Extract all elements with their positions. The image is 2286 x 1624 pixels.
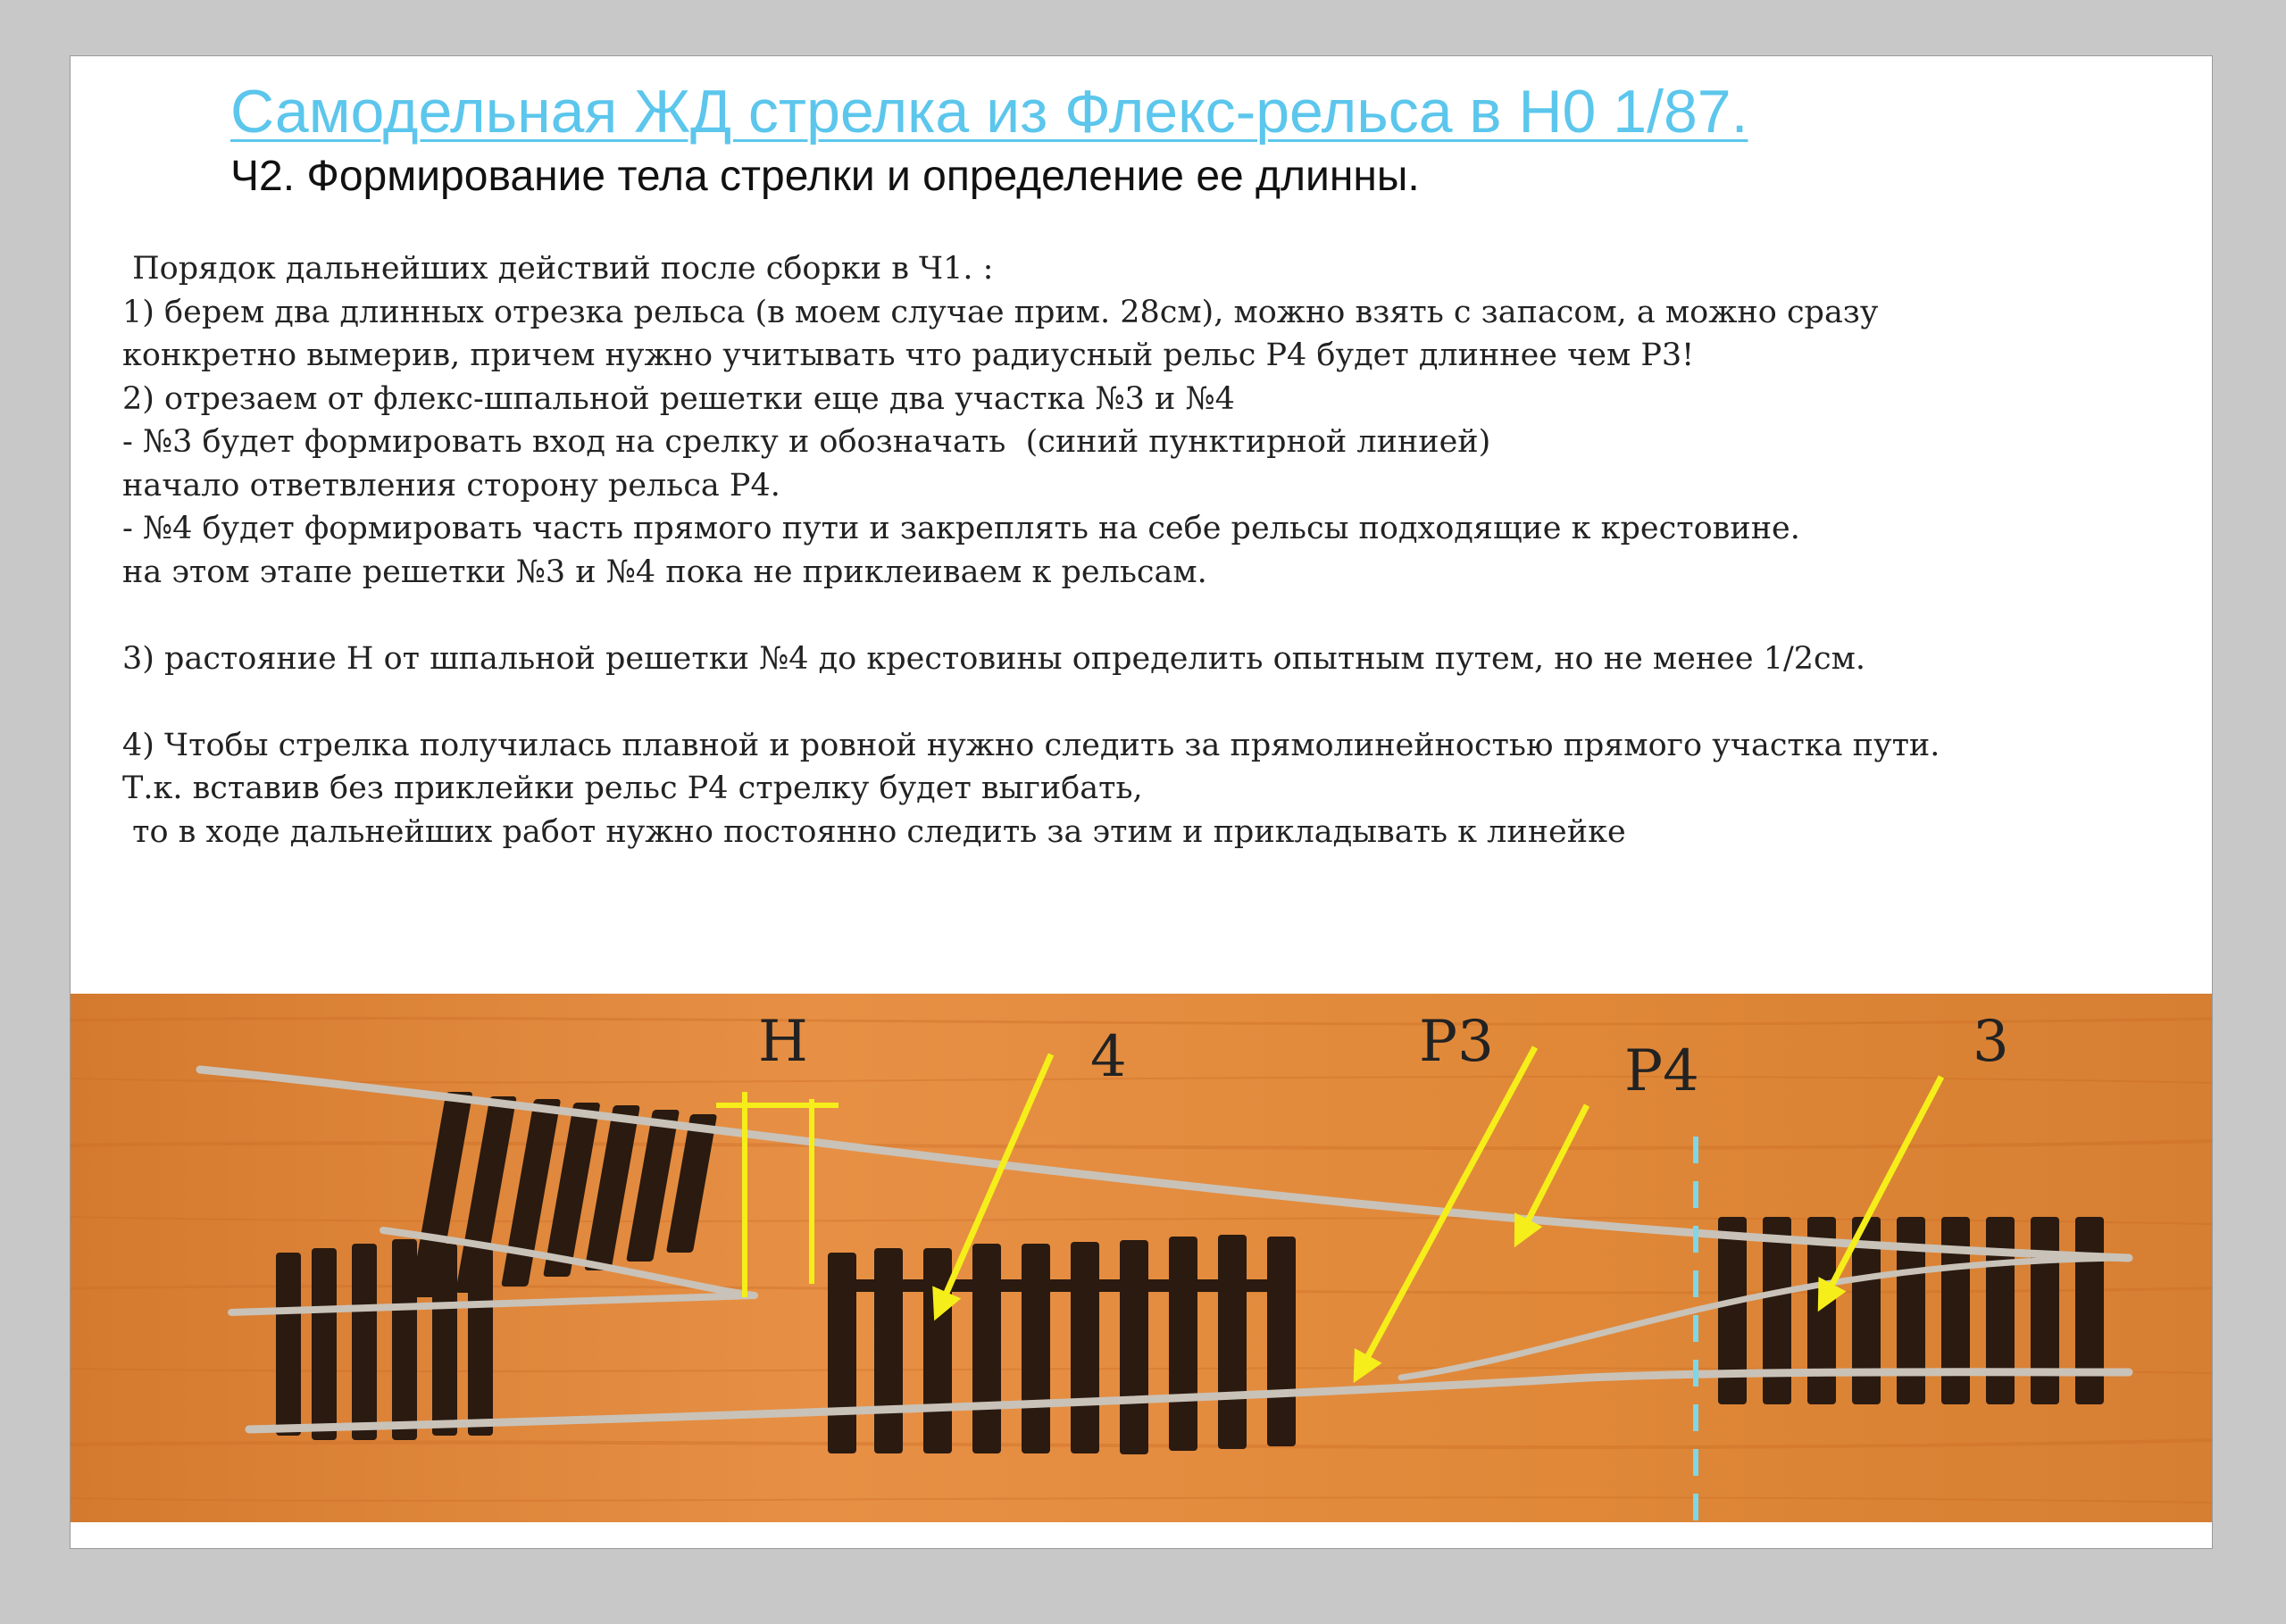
label-4: 4 [1090, 1024, 1127, 1090]
text-line: конкретно вымерив, причем нужно учитывать что радиусный рельс Р4 будет длиннее чем Р3! [122, 337, 1695, 373]
label-h: Н [758, 1009, 808, 1075]
text-line: - №3 будет формировать вход на срелку и обозначать (синий пунктирной линией) [122, 424, 1491, 460]
document-sheet [70, 55, 2213, 1549]
text-line [122, 594, 1940, 637]
label-p4: Р4 [1624, 1038, 1699, 1104]
text-line: Т.к. вставив без приклейки рельс Р4 стрелку будет выгибать, [122, 770, 1143, 806]
track-photo [71, 994, 2212, 1522]
text-line: - №4 будет формировать часть прямого пути и закреплять на себе рельсы подходящие к крестовине. [122, 511, 1800, 546]
text-line [122, 680, 1940, 724]
text-line: 3) растояние Н от шпальной решетки №4 до крестовины определить опытным путем, но не менее 1/2см. [122, 640, 1866, 677]
text-line: то в ходе дальнейших работ нужно постоянно следить за этим и прикладывать к линейке [122, 813, 1626, 850]
label-3: 3 [1973, 1009, 2009, 1075]
page-subtitle: Ч2. Формирование тела стрелки и определение ее длинны. [230, 153, 1420, 200]
text-line: 1) берем два длинных отрезка рельса (в моем случае прим. 28см), можно взять с запасом, а можно сразу [122, 294, 1879, 330]
text-line: 2) отрезаем от флекс-шпальной решетки еще два участка №3 и №4 [122, 380, 1235, 417]
label-p3: Р3 [1419, 1009, 1494, 1075]
text-line: на этом этапе решетки №3 и №4 пока не приклеиваем к рельсам. [122, 554, 1207, 590]
text-line: Порядок дальнейших действий после сборки в Ч1. : [122, 251, 994, 287]
instructions-text [122, 247, 1940, 854]
text-line: 4) Чтобы стрелка получилась плавной и ровной нужно следить за прямолинейностью прямого участка пути. [122, 727, 1940, 763]
text-line: начало ответвления сторону рельса Р4. [122, 467, 780, 504]
page-title: Самодельная ЖД стрелка из Флекс-рельса в Н0 1/87. [230, 78, 1748, 146]
